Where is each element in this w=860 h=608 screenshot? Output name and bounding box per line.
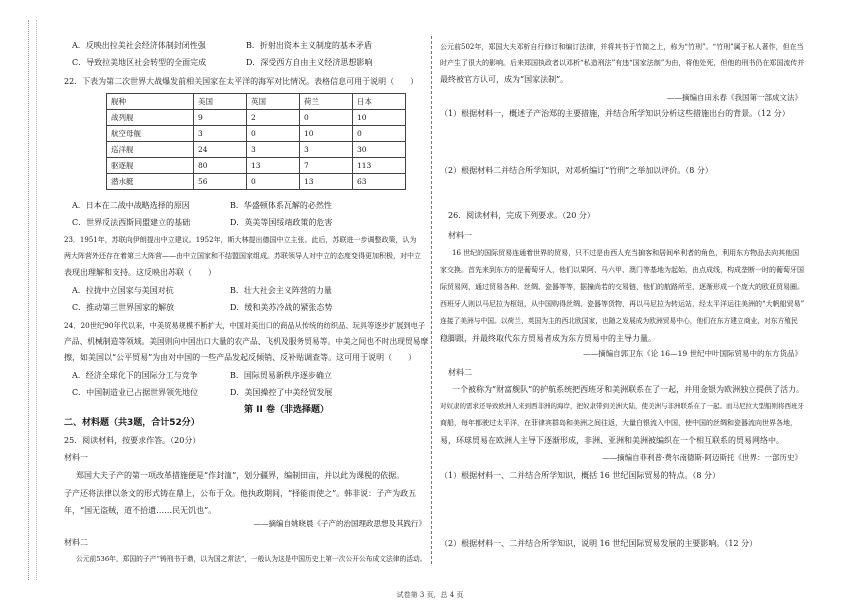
q21-option-c: C．导致拉美地区社会转型的全面完成 bbox=[72, 58, 207, 67]
q23-options-row1 bbox=[72, 285, 332, 296]
q24-stem-line: 产品、机械制造等领域。美国则向中国出口大量的农产品、飞机及服务贸易等。中美之间也不时出现贸易摩 bbox=[64, 337, 429, 346]
material-2-line: 易，环球贸易在欧洲人主导下逐渐形成，非洲、亚洲和美洲被编织在一个相互联系的贸易网络中。 bbox=[440, 436, 784, 445]
table-cell: 24 bbox=[194, 142, 247, 158]
q25-stem: 25．阅读材料，按要求作答。（20分） bbox=[64, 436, 201, 445]
q23-option-b: B．壮大社会主义阵营的力量 bbox=[230, 286, 332, 295]
q24-option-c: C．中国制造业已占据世界领先地位 bbox=[72, 388, 199, 397]
table-cell: 0 bbox=[353, 126, 406, 142]
material-2-source: ——摘编自菲利普·费尔南德斯-阿迈斯托《世界：一部历史》 bbox=[602, 453, 802, 462]
column-divider bbox=[431, 36, 432, 564]
table-cell: 战列舰 bbox=[107, 110, 194, 126]
q22-stem: 22．下表为第二次世界大战爆发前相关国家在太平洋的海军对比情况。表格信息可用于说明（ ） bbox=[64, 77, 419, 86]
material-1-line: 16 世纪的国际贸易连通着世界的贸易，只不过是由西人充当掮客和居间牟利者的角色，利用东方物品去向其他国 bbox=[452, 249, 800, 257]
table-header-row bbox=[107, 94, 406, 110]
q23-option-d: D．缓和美苏冷战的紧张态势 bbox=[230, 303, 333, 312]
q21-options-row2 bbox=[72, 57, 373, 68]
q24-option-b: B．国际贸易新秩序逐步确立 bbox=[230, 371, 332, 380]
material-2-line: 公元前536年，郑国的子产“铸刑书于鼎，以为国之常法”，一般认为这是中国历史上第一次公开公布成文法律的活动。 bbox=[76, 555, 427, 563]
material-1-label: 材料一 bbox=[64, 453, 88, 462]
continued-line: 公元前502年，郑国大夫邓析自行修订和编订法律，并将其书于竹简之上，称为“竹刑”。“竹刑”属于私人著作，但在当 bbox=[440, 43, 804, 51]
table-cell: 0 bbox=[247, 174, 300, 190]
material-1-line: 西班牙人则以马尼拉为枢纽，从中国购得丝绸、瓷器等货物，再以马尼拉为转运站，经太平洋运往美洲的“大帆船贸易” bbox=[440, 300, 805, 308]
material-2-line: 对奴隶的需求还导致欧洲人来到西非洲的海岸，把奴隶带到美洲大陆，使美洲与非洲联系在了一起。而马尼拉大型船则将西班牙 bbox=[440, 402, 804, 410]
table-row bbox=[107, 158, 406, 174]
q24-option-d: D．美国操控了中美经贸发展 bbox=[230, 388, 333, 397]
table-cell: 9 bbox=[194, 110, 247, 126]
table-row bbox=[107, 126, 406, 142]
material-1-line: 年，“国无盗贼，道不拾遗……民无饥也”。 bbox=[64, 506, 217, 515]
q24-options-row2 bbox=[72, 387, 333, 398]
q25-subquestion-2: （2）根据材料二并结合所学知识，对邓析编订“竹刑”之举加以评价。（8 分） bbox=[440, 166, 713, 175]
table-cell: 10 bbox=[300, 126, 353, 142]
table-row bbox=[107, 142, 406, 158]
material-2-line: 商船，每年都驶过太平洋，在菲律宾群岛和美洲之间往返，大量白银流入中国，使中国的丝绸和瓷器流向世界各地， bbox=[440, 419, 797, 427]
q21-option-d: D．深受西方自由主义经济思想影响 bbox=[246, 58, 373, 67]
q22-option-c: C．世界反法西斯同盟建立的基础 bbox=[72, 218, 191, 227]
table-cell: 63 bbox=[353, 174, 406, 190]
material-1-line: 家交换。首先来到东方的是葡萄牙人，他们以果阿、马六甲、澳门等基地为起始，由点成线，构成垄断一时的葡萄牙国 bbox=[440, 266, 804, 274]
table-cell: 30 bbox=[353, 142, 406, 158]
q24-option-a: A．经济全球化下的国际分工与竞争 bbox=[72, 371, 198, 380]
table-cell: 0 bbox=[300, 110, 353, 126]
material-1-line: 子产还将法律以条文的形式铸在鼎上，公布于众。他执政期间，“择能而使之”。韩非说：子产为政五 bbox=[64, 489, 417, 498]
table-cell: 56 bbox=[194, 174, 247, 190]
table-cell: 10 bbox=[353, 110, 406, 126]
q24-stem-line: 擦，如美国以“公平贸易”为由对中国的一些产品发起反倾销、反补贴调查等。这可用于说明（ ） bbox=[64, 353, 417, 362]
material-2-label: 材料二 bbox=[448, 368, 472, 377]
material-1-source: ——摘编自郭卫东《论 16—19 世纪中叶国际贸易中的东方货品》 bbox=[583, 349, 802, 358]
table-row bbox=[107, 174, 406, 190]
table-cell: 113 bbox=[353, 158, 406, 174]
material-1-line: 郑国大夫子产的第一项改革措施便是“作封洫”，划分疆界，编制田亩，并以此为课税的依据。 bbox=[76, 471, 405, 480]
q23-options-row2 bbox=[72, 302, 333, 313]
table-cell: 3 bbox=[194, 126, 247, 142]
q23-stem-line: 表现出理解和支持。这反映出苏联（ ） bbox=[64, 268, 216, 277]
q22-options-row1 bbox=[72, 200, 332, 211]
table-cell: 巡洋舰 bbox=[107, 142, 194, 158]
continued-line: 最终被官方认可，成为“国家法制”。 bbox=[440, 75, 569, 84]
q23-option-c: C．推动第三世界国家的解放 bbox=[72, 303, 175, 312]
navy-table bbox=[106, 93, 406, 190]
q22-option-d: D．英美等国绥靖政策的危害 bbox=[230, 218, 333, 227]
material-1-line: 连接了美洲与中国。以荷兰、英国为主的西北欧国家，也随之发展成为欧洲贸易中心，他们在东方建立商业，对东方殖民 bbox=[440, 317, 798, 325]
q23-option-a: A．拉拢中立国家与美国对抗 bbox=[72, 286, 174, 295]
q21-options-row1 bbox=[72, 40, 372, 51]
q26-subquestion-2: （2）根据材料一、二并结合所学知识，说明 16 世纪国际贸易发展的主要影响。（12 分） bbox=[440, 539, 758, 548]
q26-subquestion-1: （1）根据材料一、二并结合所学知识，概括 16 世纪国际贸易的特点。（8 分） bbox=[440, 471, 720, 480]
table-cell: 80 bbox=[194, 158, 247, 174]
table-cell: 2 bbox=[247, 110, 300, 126]
table-cell: 7 bbox=[300, 158, 353, 174]
source-line: ——摘编自田永春《我国第一部成文法》 bbox=[667, 93, 802, 102]
binding-line-inner bbox=[36, 20, 37, 580]
material-2-line: 一个被称为“财富舰队”的护航系统把西班牙和美洲联系在了一起，并用金银为欧洲独立提供了活力。 bbox=[452, 385, 805, 394]
table-cell: 3 bbox=[247, 142, 300, 158]
material-1-source: ——摘编自姚晓晨《子产的治国理政思想及其践行》 bbox=[253, 519, 426, 528]
material-1-line: 稳脚跟，并最终取代东方贸易者成为东方贸易中的主导力量。 bbox=[440, 334, 656, 343]
part2-title: 第 II 卷（非选择题） bbox=[244, 405, 329, 415]
table-cell: 13 bbox=[300, 174, 353, 190]
continued-line: 时产生了很大的影响。后来郑国执政者以邓析“私造刑法”有违“国家法制”为由，将他处死，但他的刑书仍在郑国流传并 bbox=[440, 59, 805, 67]
q25-subquestion-1: （1）根据材料一，概述子产治郑的主要措施，并结合所学知识分析这些措施出台的背景。（12 分） bbox=[440, 109, 790, 118]
q23-stem-line: 两大阵营外还存在着第三大阵营——由中立国家和不结盟国家组成。苏联领导人对中立的态度变得更加积极，对中立 bbox=[64, 252, 421, 260]
binding-line bbox=[28, 20, 29, 580]
q24-options-row1 bbox=[72, 370, 332, 381]
material-1-label: 材料一 bbox=[448, 231, 472, 240]
q22-option-a: A．日本在二战中战略选择的原因 bbox=[72, 201, 190, 210]
q26-stem: 26．阅读材料，完成下列要求。（20 分） bbox=[448, 211, 595, 220]
table-cell: 0 bbox=[247, 126, 300, 142]
q22-option-b: B．华盛顿体系瓦解的必然性 bbox=[230, 201, 332, 210]
table-cell: 13 bbox=[247, 158, 300, 174]
table-cell: 潜水艇 bbox=[107, 174, 194, 190]
table-header-cell: 日本 bbox=[353, 94, 406, 110]
q21-option-a: A．反映出拉美社会经济体制封闭性强 bbox=[72, 41, 206, 50]
q21-option-b: B．折射出资本主义制度的基本矛盾 bbox=[246, 41, 372, 50]
q24-stem-line: 24．20世纪90年代以来，中美贸易规模不断扩大，中国对美出口的商品从传统的纺织品、玩具等逐步扩展到电子 bbox=[64, 321, 426, 330]
material-1-line: 际贸易网，通过贸易各种、丝绸、瓷器等等，据撞尚若的交易链，他们的航路所至，逐渐形成一个庞大的欧亚贸易圈。 bbox=[440, 283, 804, 291]
table-cell: 3 bbox=[300, 142, 353, 158]
part2-subtitle: 二、材料题（共3题，合计52分） bbox=[64, 418, 200, 428]
table-header-cell: 英国 bbox=[247, 94, 300, 110]
page-footer: 试卷第 3 页，总 4 页 bbox=[396, 591, 464, 599]
table-cell: 驱逐舰 bbox=[107, 158, 194, 174]
table-header-cell: 舰种 bbox=[107, 94, 194, 110]
table-header-cell: 美国 bbox=[194, 94, 247, 110]
q23-stem-line: 23．1951年，苏联向伊朗提出中立建议。1952年，斯大林提出德国中立主张。此后，苏联进一步调整政策，认为 bbox=[64, 236, 417, 244]
table-row bbox=[107, 110, 406, 126]
q22-options-row2 bbox=[72, 217, 333, 228]
table-header-cell: 荷兰 bbox=[300, 94, 353, 110]
table-cell: 航空母舰 bbox=[107, 126, 194, 142]
material-2-label: 材料二 bbox=[64, 538, 88, 547]
